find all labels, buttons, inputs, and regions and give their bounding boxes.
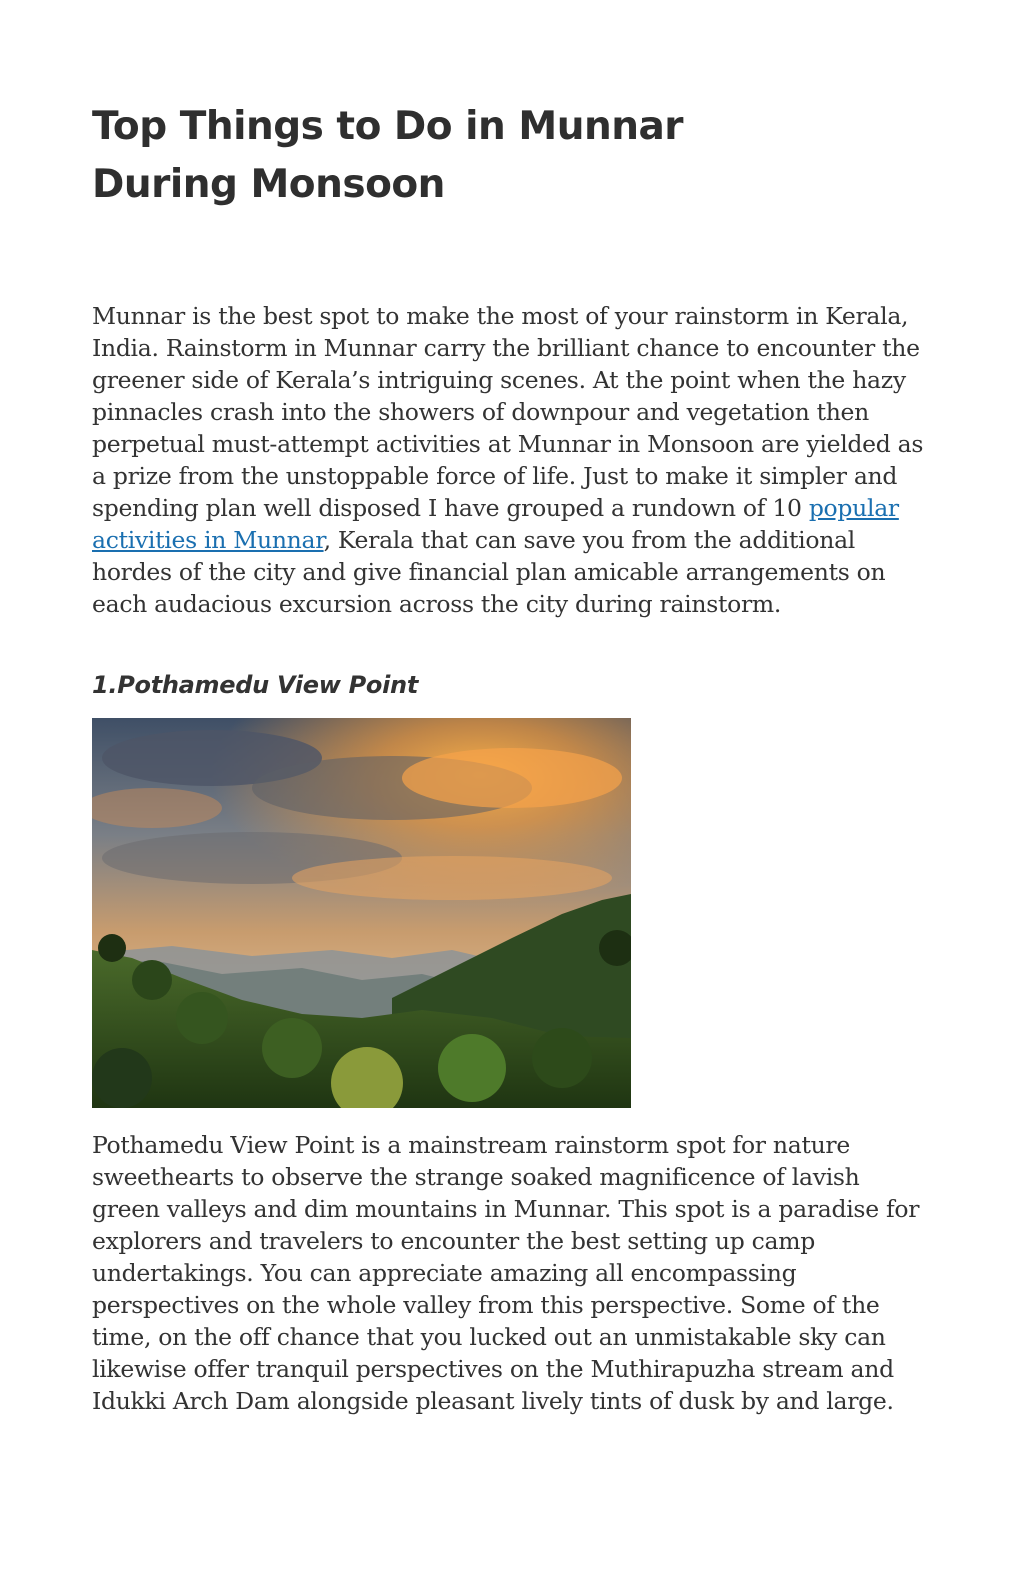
popular-activities-link[interactable]: popular activities in Munnar xyxy=(92,494,899,554)
intro-text-start: Munnar is the best spot to make the most of your rainstorm in Kerala, India. Rainstorm in Munnar carry the brilliant chance to encounter the greener side of Kerala’s intriguing scenes. At the point when the hazy pinnacles crash into the showers of downpour and vegetation then perpetual must-attempt activities at Munnar in Monsoon are yielded as a prize from the unstoppable force of life. Just to make it simpler and spending plan well disposed I have grouped a rundown of 10 xyxy=(92,302,924,522)
section-heading-pothamedu: 1.Pothamedu View Point xyxy=(92,671,419,699)
intro-text-end: , Kerala that can save you from the additional hordes of the city and give financial plan amicable arrangements on each audacious excursion across the city during rainstorm. xyxy=(92,526,886,618)
page-title xyxy=(92,98,792,214)
pothamedu-viewpoint-photo xyxy=(92,718,631,1108)
pothamedu-description: Pothamedu View Point is a mainstream rainstorm spot for nature sweethearts to observe the strange soaked magnificence of lavish green valleys and dim mountains in Munnar. This spot is a paradise for explorers and travelers to encounter the best setting up camp undertakings. You can appreciate amazing all encompassing perspectives on the whole valley from this perspective. Some of the time, on the off chance that you lucked out an unmistakable sky can likewise offer tranquil perspectives on the Muthirapuzha stream and Idukki Arch Dam alongside pleasant lively tints of dusk by and large. xyxy=(92,1131,920,1415)
title-line-2: During Monsoon xyxy=(92,162,445,207)
intro-paragraph xyxy=(92,300,928,620)
title-line-1: Top Things to Do in Munnar xyxy=(92,104,684,149)
sunset-valley-image xyxy=(92,718,631,1108)
